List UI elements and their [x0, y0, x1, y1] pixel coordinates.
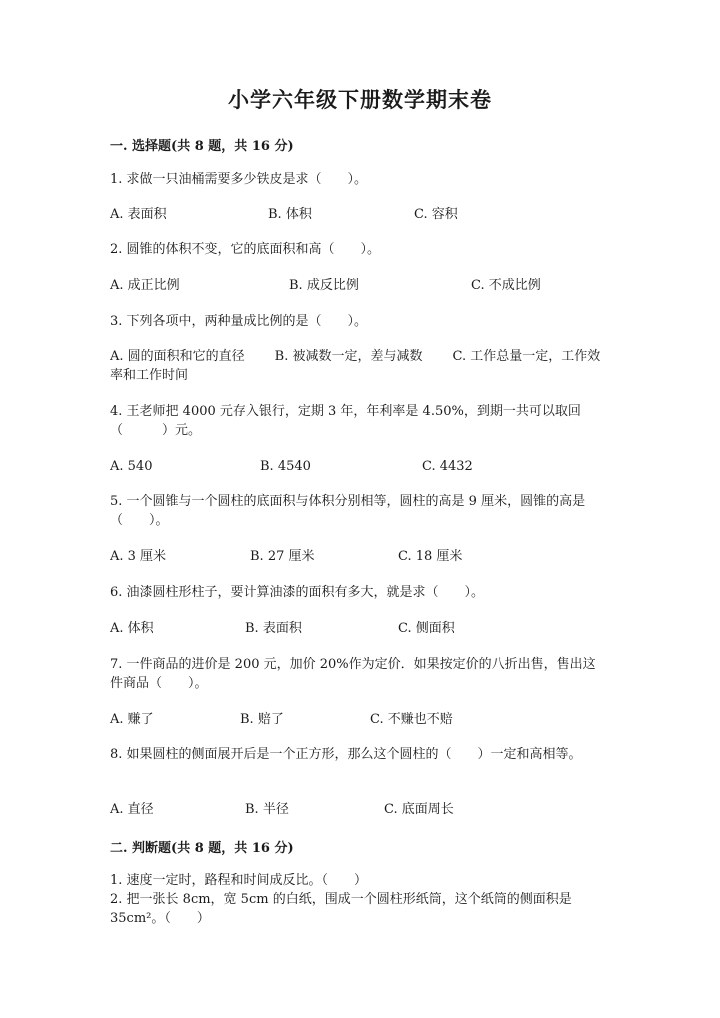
question-8-option-c: C. 底面周长 — [384, 802, 454, 817]
question-6-option-c: C. 侧面积 — [398, 621, 455, 636]
question-6: 6. 油漆圆柱形柱子，要计算油漆的面积有多大，就是求（ ）。 — [110, 585, 485, 600]
question-5-option-b: B. 27 厘米 — [250, 549, 315, 564]
question-5-option-c: C. 18 厘米 — [398, 549, 463, 564]
question-3-options — [110, 347, 608, 385]
question-7-option-a: A. 赚了 — [110, 712, 154, 727]
question-4-option-a: A. 540 — [110, 459, 153, 474]
section-heading-choice: 一. 选择题(共 8 题，共 16 分) — [110, 139, 294, 154]
question-1-option-b: B. 体积 — [268, 207, 312, 222]
question-7-option-b: B. 赔了 — [240, 712, 284, 727]
question-6-option-a: A. 体积 — [110, 621, 154, 636]
judge-question-2: 2. 把一张长 8cm，宽 5cm 的白纸，围成一个圆柱形纸筒，这个纸筒的侧面积是 35cm²。（ ） — [110, 892, 572, 926]
question-7-option-c: C. 不赚也不赔 — [370, 712, 453, 727]
question-8-option-b: B. 半径 — [245, 802, 289, 817]
question-8-option-a: A. 直径 — [110, 802, 154, 817]
question-8: 8. 如果圆柱的侧面展开后是一个正方形，那么这个圆柱的（ ）一定和高相等。 — [110, 747, 582, 762]
question-4-option-b: B. 4540 — [260, 459, 311, 474]
question-1-option-c: C. 容积 — [414, 207, 458, 222]
judge-question-1: 1. 速度一定时，路程和时间成反比。（ ） — [110, 873, 368, 888]
question-2-option-a: A. 成正比例 — [110, 278, 180, 293]
page-title: 小学六年级下册数学期末卷 — [228, 87, 492, 112]
question-4-option-c: C. 4432 — [422, 459, 473, 474]
question-3-option-a: A. 圆的面积和它的直径 — [110, 349, 245, 364]
question-3-option-b: B. 被减数一定，差与减数 — [274, 349, 423, 364]
question-5: 5. 一个圆锥与一个圆柱的底面积与体积分别相等，圆柱的高是 9 厘米，圆锥的高是（ ）。 — [110, 494, 586, 528]
question-3-option-c: C. 工作总量一定，工作效率和工作时间 — [110, 349, 601, 383]
question-6-option-b: B. 表面积 — [245, 621, 302, 636]
question-1: 1. 求做一只油桶需要多少铁皮是求（ ）。 — [110, 172, 368, 187]
question-2-option-c: C. 不成比例 — [471, 278, 541, 293]
section-heading-judge: 二. 判断题(共 8 题，共 16 分) — [110, 841, 294, 856]
question-4: 4. 王老师把 4000 元存入银行，定期 3 年，年利率是 4.50%，到期一共可以取回（ ）元。 — [110, 404, 581, 438]
question-7: 7. 一件商品的进价是 200 元，加价 20%作为定价．如果按定价的八折出售，售出这件商品（ ）。 — [110, 657, 596, 691]
question-1-option-a: A. 表面积 — [110, 207, 167, 222]
question-5-option-a: A. 3 厘米 — [110, 549, 167, 564]
question-2-option-b: B. 成反比例 — [289, 278, 359, 293]
question-3: 3. 下列各项中，两种量成比例的是（ ）。 — [110, 314, 368, 329]
question-2: 2. 圆锥的体积不变，它的底面积和高（ ）。 — [110, 242, 381, 257]
